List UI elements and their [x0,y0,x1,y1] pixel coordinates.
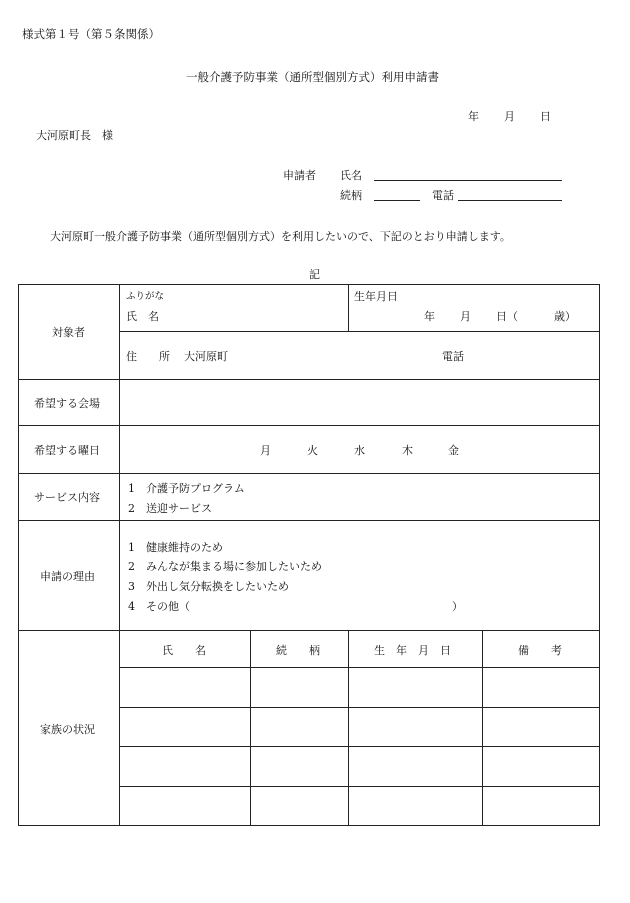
date-year-label: 年 [468,110,479,123]
application-statement: 大河原町一般介護予防事業（通所型個別方式）を利用したいので、下記のとおり申請します。 [50,230,511,243]
reason-item-health[interactable]: 1 健康維持のため [128,541,223,554]
weekday-fri[interactable]: 金 [448,444,459,457]
date-month-label: 月 [504,110,515,123]
family-header-birthdate: 生 年 月 日 [374,644,451,657]
applicant-relation-field[interactable] [374,200,420,201]
service-label: サービス内容 [34,491,100,504]
birth-month-label: 月 [460,310,471,323]
venue-label: 希望する会場 [34,397,100,410]
applicant-phone-label: 電話 [432,189,454,202]
weekday-label: 希望する曜日 [34,444,100,457]
family-header-relation: 続 柄 [276,644,320,657]
reason-item-outing[interactable]: 3 外出し気分転換をしたいため [128,580,289,593]
reason-label: 申請の理由 [40,570,95,583]
address-value: 大河原町 [184,350,228,363]
birth-day-label: 日（ [496,310,518,323]
weekday-wed[interactable]: 水 [354,444,365,457]
reason-other-close-paren: ） [452,600,463,613]
weekday-tue[interactable]: 火 [307,444,318,457]
ki-mark: 記 [309,268,320,281]
venue-field[interactable] [120,380,599,425]
birth-year-label: 年 [424,310,435,323]
age-label: 歳） [554,310,576,323]
applicant-name-field[interactable] [374,180,562,181]
family-header-remarks: 備 考 [518,644,562,657]
reason-item-other[interactable]: 4 その他（ [128,600,190,613]
weekday-thu[interactable]: 木 [402,444,413,457]
reason-item-gathering[interactable]: 2 みんなが集まる場に参加したいため [128,560,322,573]
subject-name-label: 氏 名 [126,310,159,323]
birthdate-label: 生年月日 [354,290,398,303]
applicant-label: 申請者 [283,169,316,182]
furigana-label: ふりがな [126,291,165,302]
date-day-label: 日 [540,110,551,123]
address-label: 住 所 [126,350,170,363]
family-header-name: 氏 名 [162,644,206,657]
applicant-name-label: 氏名 [340,169,362,182]
document-title: 一般介護予防事業（通所型個別方式）利用申請書 [186,70,439,84]
subject-phone-label: 電話 [442,350,464,363]
weekday-mon[interactable]: 月 [260,444,271,457]
family-label: 家族の状況 [40,723,95,736]
applicant-relation-label: 続柄 [340,189,362,202]
form-number: 様式第１号（第５条関係） [22,27,160,41]
application-table [18,284,600,826]
applicant-phone-field[interactable] [458,200,562,201]
service-item-transport[interactable]: 2 送迎サービス [128,502,212,515]
service-item-program[interactable]: 1 介護予防プログラム [128,482,245,495]
subject-label: 対象者 [52,326,85,339]
addressee: 大河原町長 様 [36,129,113,142]
